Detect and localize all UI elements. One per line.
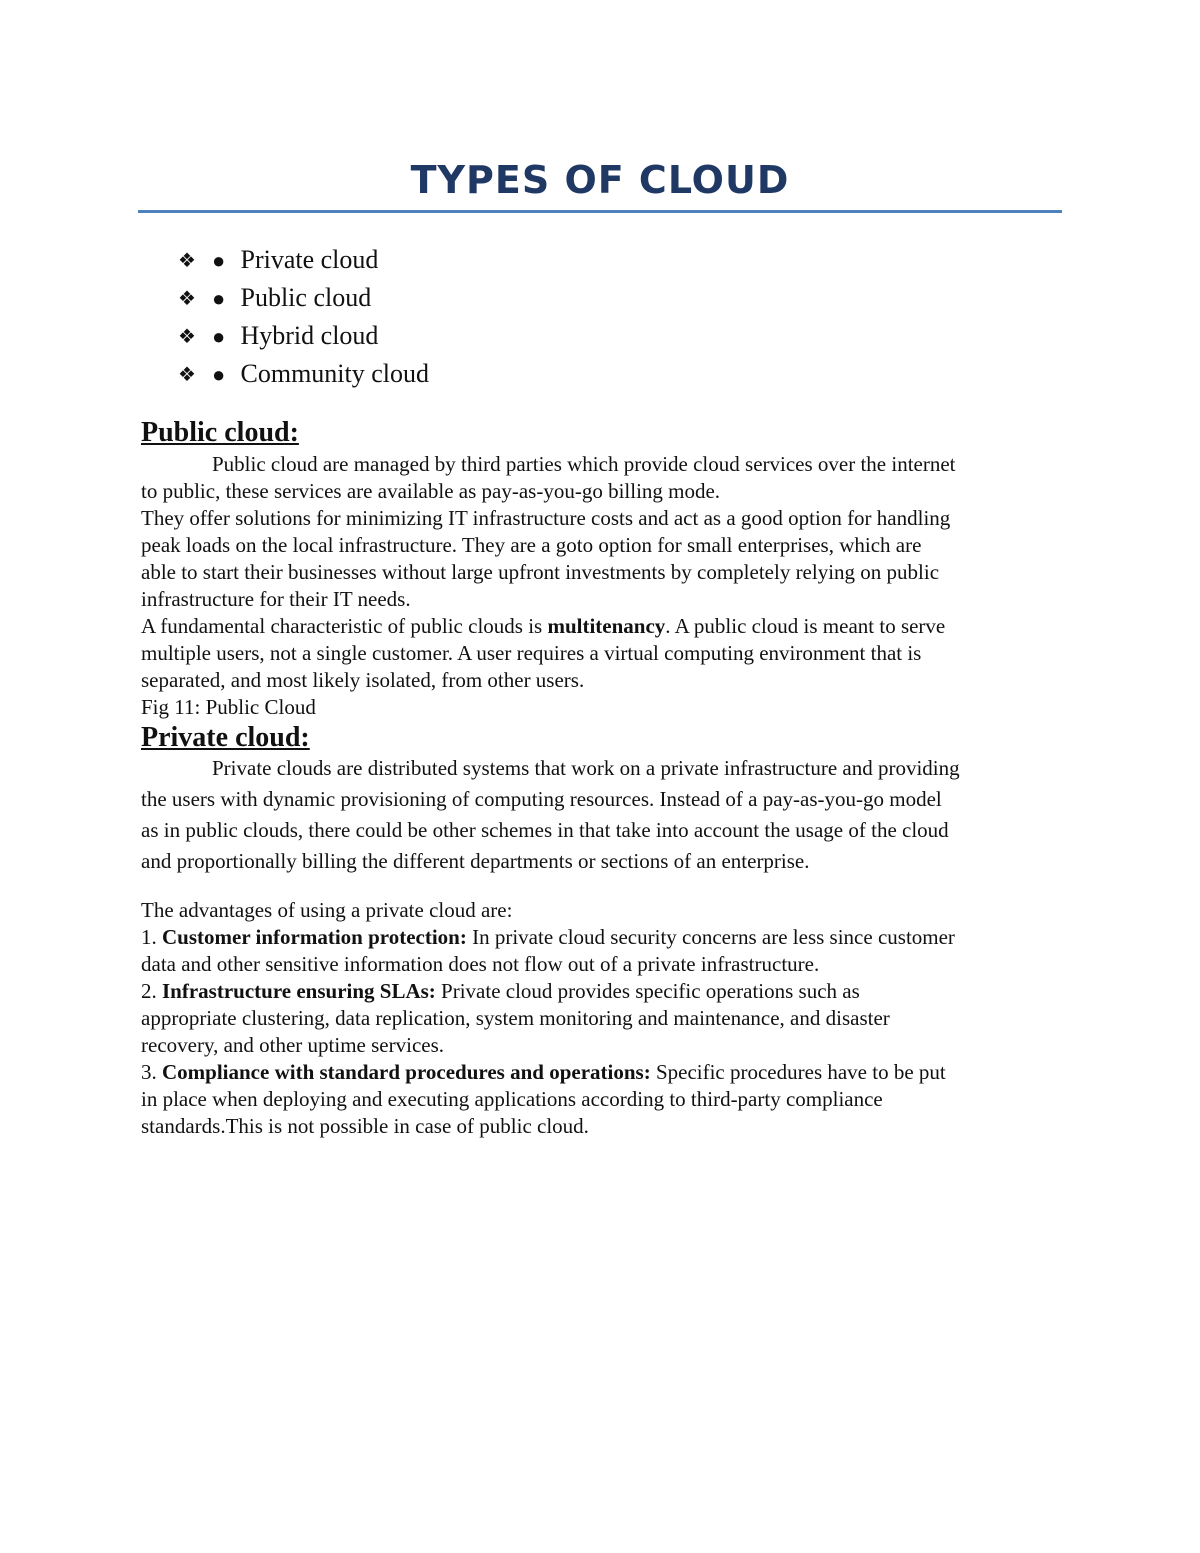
item-number: 1. <box>141 925 162 949</box>
list-item-label: Hybrid cloud <box>240 321 379 350</box>
list-item <box>178 241 429 279</box>
text-line <box>141 451 1071 478</box>
private-cloud-paragraph <box>141 753 1071 877</box>
dot-bullet: ● <box>212 248 226 273</box>
text-span: . A public cloud is meant to serve <box>665 614 946 638</box>
diamond-bullet-icon: ❖ <box>178 288 196 310</box>
text-line: They offer solutions for minimizing IT infrastructure costs and act as a good option for handling <box>141 506 951 530</box>
text-line: as in public clouds, there could be other schemes in that take into account the usage of the cloud <box>141 818 949 842</box>
diamond-bullet-icon: ❖ <box>178 364 196 386</box>
multitenancy-term: multitenancy <box>547 614 666 638</box>
text-line <box>141 978 1071 1005</box>
text-line: peak loads on the local infrastructure. They are a goto option for small enterprises, which are <box>141 533 922 557</box>
text-span: Private cloud provides specific operations such as <box>435 979 860 1003</box>
dot-bullet: ● <box>212 324 226 349</box>
item-number: 3. <box>141 1060 162 1084</box>
public-cloud-heading: Public cloud: <box>141 417 299 448</box>
text-line: data and other sensitive information does not flow out of a private infrastructure. <box>141 952 820 976</box>
list-item <box>178 317 429 355</box>
list-item-label: Private cloud <box>240 245 379 274</box>
text-line: recovery, and other uptime services. <box>141 1033 445 1057</box>
text-line: and proportionally billing the different departments or sections of an enterprise. <box>141 849 810 873</box>
cloud-types-list <box>178 241 429 393</box>
text-line: appropriate clustering, data replication, system monitoring and maintenance, and disaster <box>141 1006 890 1030</box>
text-line: standards.This is not possible in case of public cloud. <box>141 1114 589 1138</box>
dot-bullet: ● <box>212 362 226 387</box>
diamond-bullet-icon: ❖ <box>178 326 196 348</box>
text-line: infrastructure for their IT needs. <box>141 587 411 611</box>
advantage-title: Infrastructure ensuring SLAs: <box>162 979 436 1003</box>
text-line: separated, and most likely isolated, from other users. <box>141 668 585 692</box>
text-line <box>141 613 1071 640</box>
text-line <box>141 924 1071 951</box>
text-span: Specific procedures have to be put <box>650 1060 946 1084</box>
text-span: Private clouds are distributed systems that work on a private infrastructure and providing <box>212 756 960 780</box>
advantage-title: Compliance with standard procedures and operations: <box>162 1060 651 1084</box>
text-line: able to start their businesses without large upfront investments by completely relying on public <box>141 560 940 584</box>
public-cloud-paragraph <box>141 451 1071 721</box>
advantages-intro: The advantages of using a private cloud are: <box>141 898 513 922</box>
private-cloud-heading: Private cloud: <box>141 722 310 753</box>
item-number: 2. <box>141 979 162 1003</box>
text-line <box>141 753 1071 784</box>
text-span: A fundamental characteristic of public clouds is <box>141 614 548 638</box>
list-item-label: Public cloud <box>240 283 372 312</box>
text-line: in place when deploying and executing applications according to third-party compliance <box>141 1087 883 1111</box>
text-line: to public, these services are available as pay-as-you-go billing mode. <box>141 479 721 503</box>
title-underline-rule <box>138 210 1062 213</box>
list-item <box>178 355 429 393</box>
text-line: the users with dynamic provisioning of computing resources. Instead of a pay-as-you-go model <box>141 787 942 811</box>
page-title: TYPES OF CLOUD <box>410 158 790 202</box>
text-line <box>141 1059 1071 1086</box>
diamond-bullet-icon: ❖ <box>178 250 196 272</box>
dot-bullet: ● <box>212 286 226 311</box>
advantage-title: Customer information protection: <box>162 925 467 949</box>
text-span: Public cloud are managed by third parties which provide cloud services over the internet <box>212 452 956 476</box>
list-item-label: Community cloud <box>240 359 429 388</box>
text-line: multiple users, not a single customer. A user requires a virtual computing environment that is <box>141 641 922 665</box>
list-item <box>178 279 429 317</box>
text-span: In private cloud security concerns are less since customer <box>466 925 955 949</box>
advantages-paragraph <box>141 897 1071 1140</box>
figure-caption: Fig 11: Public Cloud <box>141 695 316 719</box>
